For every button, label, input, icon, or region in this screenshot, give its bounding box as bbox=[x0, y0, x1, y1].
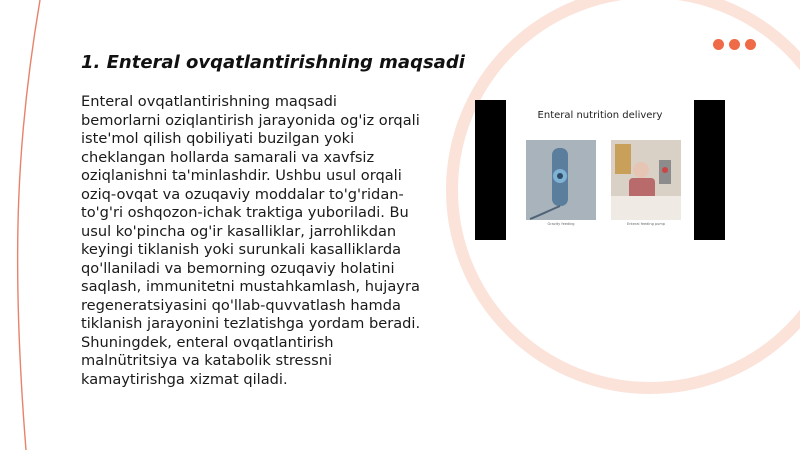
feeding-pump-photo bbox=[611, 140, 681, 220]
figure-border-right bbox=[694, 100, 725, 240]
figure-caption-right: Enteral feeding pump bbox=[627, 222, 665, 226]
decorative-dots bbox=[713, 39, 756, 50]
gravity-feeding-photo bbox=[526, 140, 596, 220]
slide-title: 1. Enteral ovqatlantirishning maqsadi bbox=[81, 52, 465, 73]
figure-title: Enteral nutrition delivery bbox=[537, 110, 663, 121]
decorative-curve-left bbox=[18, 0, 40, 450]
figure-border-left bbox=[475, 100, 506, 240]
slide-body-text: Enteral ovqatlantirishning maqsadi bemorlarni oziqlantirish jarayonida og'iz orqali iste'mol qilish qobiliyati buzilgan yoki cheklangan hollarda samarali va xavfsiz oziqlanishni ta'minlashdir. Ushbu usul orqali oziq-ovqat va ozuqaviy moddalar to'g'ridan-to'g'ri oshqozon-ichak traktiga yuboriladi. Bu usul ko'pincha og'ir kasalliklar, jarrohlikdan keyingi tiklanish yoki surunkali kasalliklarda qo'llaniladi va bemorning ozuqaviy holatini saqlash, immunitetni mustahkamlash, hujayra regeneratsiyasini qo'llab-quvvatlash hamda tiklanish jarayonini tezlatishga yordam beradi. Shuningdek, enteral ovqatlantirish malnütritsiya va katabolik stressni kamaytirishga xizmat qiladi. bbox=[81, 93, 421, 388]
figure-image bbox=[475, 100, 725, 240]
figure-caption-left: Gravity feeding bbox=[547, 222, 575, 226]
dot-icon bbox=[745, 39, 756, 50]
dot-icon bbox=[729, 39, 740, 50]
dot-icon bbox=[713, 39, 724, 50]
